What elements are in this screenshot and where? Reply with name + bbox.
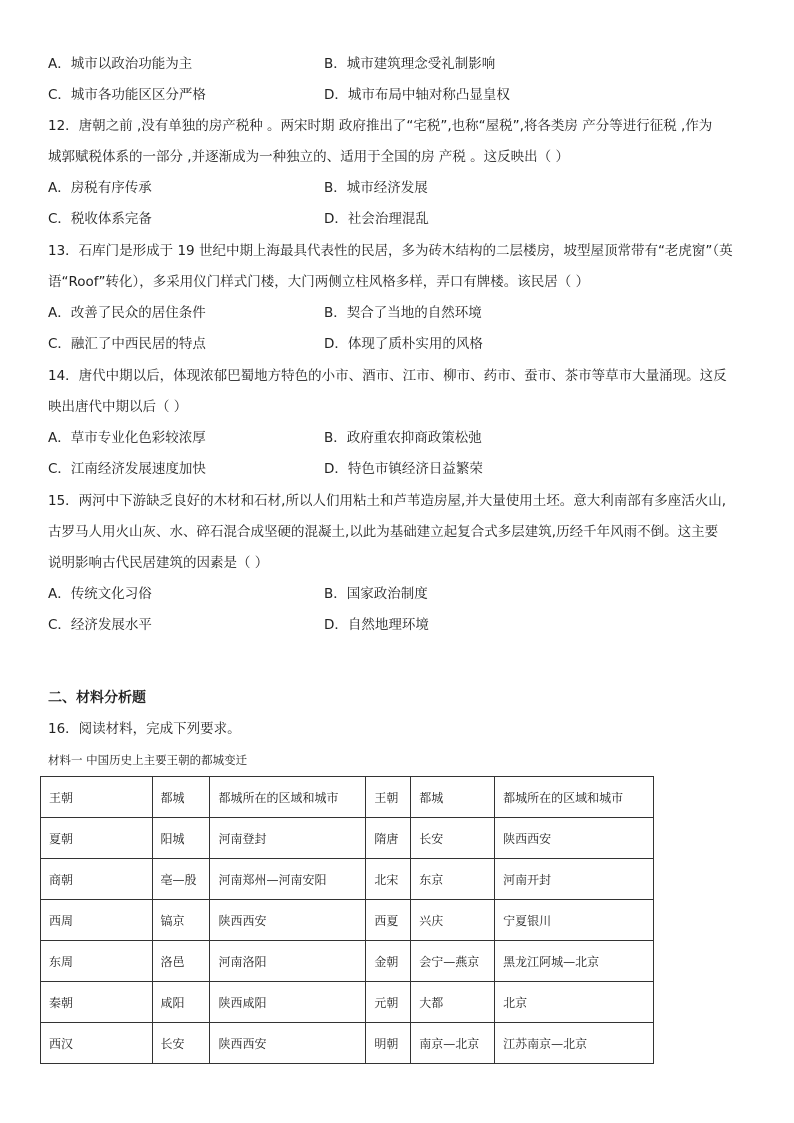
table-cell: 夏朝 <box>41 818 153 859</box>
table-cell: 陕西西安 <box>210 1023 366 1064</box>
q15-stem-line-2: 古罗马人用火山灰、水、碎石混合成坚硬的混凝土,以此为基础建立起复合式多层建筑,历经千年风雨不倒。这主要 <box>48 524 719 540</box>
table-cell: 黑龙江阿城—北京 <box>495 941 654 982</box>
table-header-cell: 王朝 <box>366 777 411 818</box>
material-caption: 材料一 中国历史上主要王朝的都城变迁 <box>48 753 248 767</box>
q13-options-row-2 <box>48 334 748 354</box>
q11-options-row-2 <box>48 85 748 105</box>
table-cell: 西汉 <box>41 1023 153 1064</box>
table-cell: 西周 <box>41 900 153 941</box>
table-header-cell: 都城 <box>152 777 210 818</box>
table-row <box>41 982 654 1023</box>
q14-option-d[interactable]: D．特色市镇经济日益繁荣 <box>324 461 483 477</box>
table-header-cell: 都城 <box>411 777 495 818</box>
q15-option-c[interactable]: C．经济发展水平 <box>48 617 152 633</box>
q14-option-a[interactable]: A．草市专业化色彩较浓厚 <box>48 430 206 446</box>
table-row <box>41 1023 654 1064</box>
table-row <box>41 941 654 982</box>
table-cell: 江苏南京—北京 <box>495 1023 654 1064</box>
table-cell: 河南开封 <box>495 859 654 900</box>
table-cell: 商朝 <box>41 859 153 900</box>
q15-options-row-2 <box>48 615 748 635</box>
q15-options-row-1 <box>48 584 748 604</box>
q12-option-d[interactable]: D．社会治理混乱 <box>324 211 429 227</box>
table-cell: 金朝 <box>366 941 411 982</box>
q12-option-a[interactable]: A．房税有序传承 <box>48 180 152 196</box>
q15-stem-line-3: 说明影响古代民居建筑的因素是（ ） <box>48 555 269 571</box>
q13-option-c[interactable]: C．融汇了中西民居的特点 <box>48 336 206 352</box>
q14-options-row-2 <box>48 459 748 479</box>
q15-stem-line-1: 15．两河中下游缺乏良好的木材和石材,所以人们用粘土和芦苇造房屋,并大量使用土坯。意大利南部有多座活火山, <box>48 493 727 509</box>
table-cell: 东周 <box>41 941 153 982</box>
q14-option-c[interactable]: C．江南经济发展速度加快 <box>48 461 206 477</box>
table-header-cell: 王朝 <box>41 777 153 818</box>
q12-stem-line-1: 12．唐朝之前 ,没有单独的房产税种 。两宋时期 政府推出了“宅税”,也称“屋税”,将各类房 产分等进行征税 ,作为 <box>48 118 713 134</box>
table-cell: 元朝 <box>366 982 411 1023</box>
q13-option-b[interactable]: B．契合了当地的自然环境 <box>324 305 482 321</box>
q13-options-row-1 <box>48 303 748 323</box>
q14-stem-line-1: 14．唐代中期以后，体现浓郁巴蜀地方特色的小市、酒市、江市、柳市、药市、蚕市、茶市等草市大量涌现。这反 <box>48 368 727 384</box>
q15-option-b[interactable]: B．国家政治制度 <box>324 586 428 602</box>
table-cell: 河南洛阳 <box>210 941 366 982</box>
section-title: 二、材料分析题 <box>48 690 146 706</box>
q11-option-a[interactable]: A．城市以政治功能为主 <box>48 56 193 72</box>
q12-options-row-2 <box>48 209 748 229</box>
table-cell: 陕西咸阳 <box>210 982 366 1023</box>
q11-option-c[interactable]: C．城市各功能区区分严格 <box>48 87 206 103</box>
q16-intro: 16．阅读材料，完成下列要求。 <box>48 721 241 737</box>
table-cell: 宁夏银川 <box>495 900 654 941</box>
table-cell: 北宋 <box>366 859 411 900</box>
capital-table <box>40 776 654 1064</box>
table-cell: 南京—北京 <box>411 1023 495 1064</box>
q14-options-row-1 <box>48 428 748 448</box>
q12-options-row-1 <box>48 178 748 198</box>
q12-option-b[interactable]: B．城市经济发展 <box>324 180 428 196</box>
table-cell: 亳—殷 <box>152 859 210 900</box>
q14-option-b[interactable]: B．政府重农抑商政策松弛 <box>324 430 482 446</box>
q13-option-d[interactable]: D．体现了质朴实用的风格 <box>324 336 483 352</box>
q11-option-d[interactable]: D．城市布局中轴对称凸显皇权 <box>324 87 510 103</box>
table-header-row <box>41 777 654 818</box>
table-header-cell: 都城所在的区域和城市 <box>210 777 366 818</box>
q11-option-b[interactable]: B．城市建筑理念受礼制影响 <box>324 56 496 72</box>
table-cell: 陕西西安 <box>210 900 366 941</box>
q13-option-a[interactable]: A．改善了民众的居住条件 <box>48 305 206 321</box>
table-row <box>41 818 654 859</box>
table-cell: 秦朝 <box>41 982 153 1023</box>
table-cell: 河南郑州—河南安阳 <box>210 859 366 900</box>
table-cell: 长安 <box>152 1023 210 1064</box>
table-cell: 阳城 <box>152 818 210 859</box>
q14-stem-line-2: 映出唐代中期以后（ ） <box>48 399 188 415</box>
q11-options-row-1 <box>48 54 748 74</box>
table-header-cell: 都城所在的区域和城市 <box>495 777 654 818</box>
q15-option-a[interactable]: A．传统文化习俗 <box>48 586 152 602</box>
table-cell: 洛邑 <box>152 941 210 982</box>
table-row <box>41 900 654 941</box>
q12-option-c[interactable]: C．税收体系完备 <box>48 211 152 227</box>
table-cell: 镐京 <box>152 900 210 941</box>
table-row <box>41 859 654 900</box>
table-cell: 长安 <box>411 818 495 859</box>
table-cell: 明朝 <box>366 1023 411 1064</box>
table-cell: 咸阳 <box>152 982 210 1023</box>
table-cell: 西夏 <box>366 900 411 941</box>
q13-stem-line-2: 语“Roof”转化），多采用仪门样式门楼，大门两侧立柱风格多样，弄口有牌楼。该民居（ ） <box>48 274 590 290</box>
q15-option-d[interactable]: D．自然地理环境 <box>324 617 429 633</box>
q12-stem-line-2: 城郭赋税体系的一部分 ,并逐渐成为一种独立的、适用于全国的房 产税 。这反映出（ ） <box>48 149 569 165</box>
table-cell: 陕西西安 <box>495 818 654 859</box>
q13-stem-line-1: 13．石库门是形成于 19 世纪中期上海最具代表性的民居，多为砖木结构的二层楼房，坡型屋顶常带有“老虎窗”（英 <box>48 243 733 259</box>
table-cell: 会宁—燕京 <box>411 941 495 982</box>
table-cell: 东京 <box>411 859 495 900</box>
table-cell: 河南登封 <box>210 818 366 859</box>
table-cell: 兴庆 <box>411 900 495 941</box>
table-cell: 大都 <box>411 982 495 1023</box>
table-cell: 北京 <box>495 982 654 1023</box>
table-cell: 隋唐 <box>366 818 411 859</box>
